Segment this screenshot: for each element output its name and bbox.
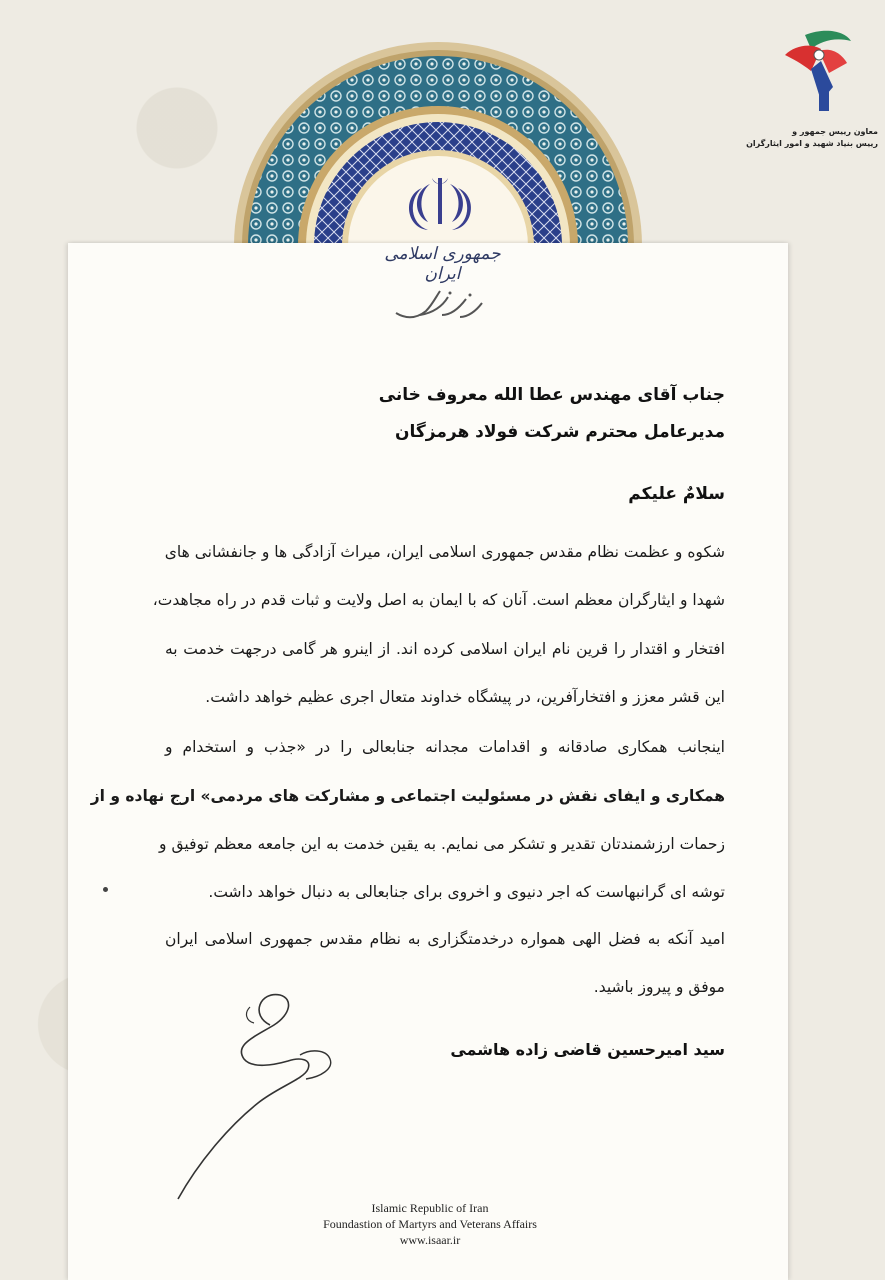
- signer-name: سید امیرحسین قاضی زاده هاشمی: [450, 1040, 725, 1059]
- stray-dot: [103, 887, 108, 892]
- footer-line: Islamic Republic of Iran: [371, 1201, 489, 1215]
- greeting: سلامٌ علیکم: [628, 484, 725, 504]
- iran-emblem-icon: [402, 170, 478, 246]
- body-line: شهدا و ایثارگران معظم است. آنان که با ایمان به اصل ولایت و ثبات قدم در راه مجاهدت،: [152, 591, 725, 609]
- letterhead-footer: [300, 1200, 560, 1248]
- handwritten-signature: [150, 985, 410, 1215]
- body-line: موفق و پیروز باشید.: [593, 978, 725, 996]
- recipient-title: مدیرعامل محترم شرکت فولاد هرمزگان: [394, 422, 725, 442]
- recipient-name: جناب آقای مهندس عطا الله معروف خانی: [378, 385, 725, 405]
- ministry-caption-line: معاون رییس جمهور و: [792, 127, 878, 136]
- footer-line: Foundastion of Martyrs and Veterans Affairs: [323, 1217, 537, 1231]
- martyrs-foundation-logo-icon: [775, 25, 855, 115]
- ministry-caption-line: رییس بنیاد شهید و امور ایثارگران: [746, 139, 878, 148]
- body-line: افتخار و اقتدار را قرین نام ایران اسلامی کرده اند. از اینرو هر گامی درجهت خدمت به: [165, 640, 725, 658]
- body-line: شکوه و عظمت نظام مقدس جمهوری اسلامی ایران، میراث آزادگی ها و جانفشانی های: [164, 543, 725, 561]
- body-line: اینجانب همکاری صادقانه و اقدامات مجدانه جنابعالی را در «جذب و استخدام و: [165, 738, 725, 756]
- emblem-caption: جمهوری اسلامی ایران: [384, 244, 501, 284]
- body-line: این قشر معزز و افتخارآفرین، در پیشگاه خداوند متعال اجری عظیم خواهد داشت.: [205, 688, 725, 706]
- body-line: توشه ای گرانبهاست که اجر دنیوی و اخروی برای جنابعالی به دنبال خواهد داشت.: [208, 883, 725, 901]
- footer-website: www.isaar.ir: [399, 1233, 461, 1247]
- ministry-caption: [738, 126, 878, 150]
- bismihi-calligraphy: [390, 285, 490, 325]
- body-line: زحمات ارزشمندتان تقدیر و تشکر می نمایم. به یقین خدمت به این جامعه معظم توفیق و: [159, 835, 725, 853]
- body-line: همکاری و ایفای نقش در مسئولیت اجتماعی و مشارکت های مردمی» ارج نهاده و از: [90, 787, 725, 805]
- body-line: امید آنکه به فضل الهی همواره درخدمتگزاری به نظام مقدس جمهوری اسلامی ایران: [165, 930, 725, 948]
